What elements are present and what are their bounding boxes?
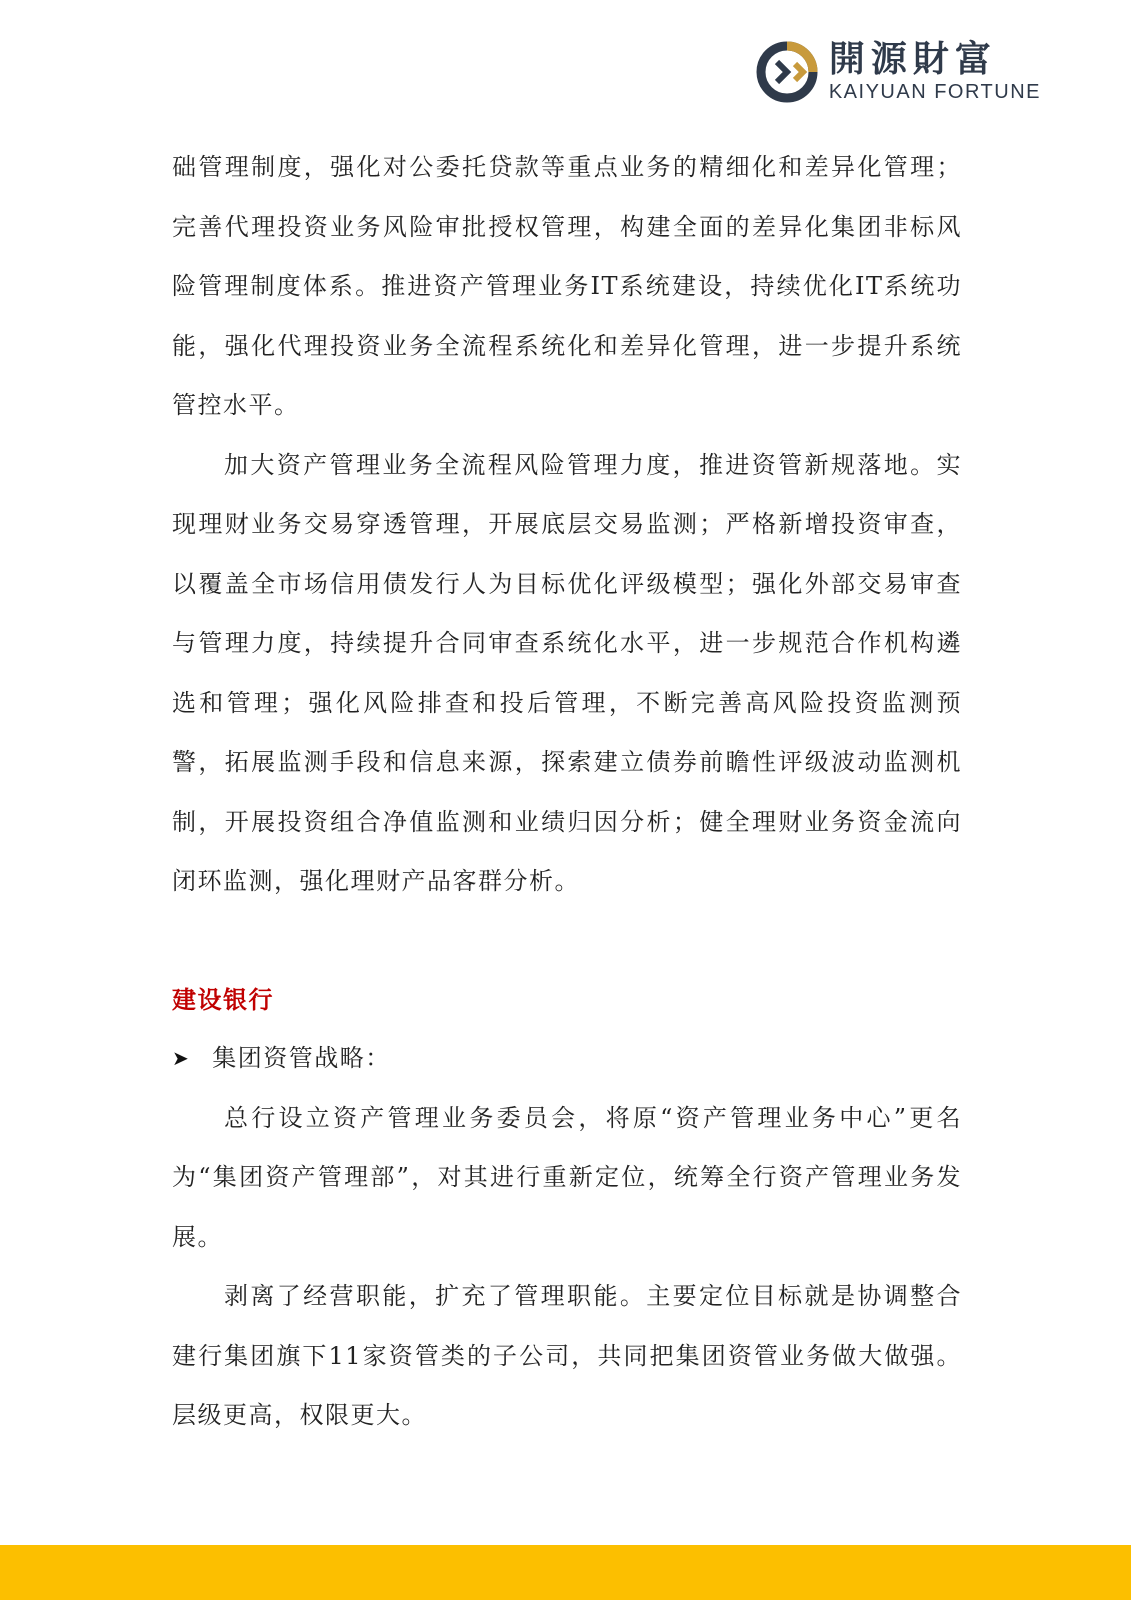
paragraph-risk-management: 加大资产管理业务全流程风险管理力度，推进资管新规落地。实现理财业务交易穿透管理，开展底层交易监测；严格新增投资审查，以覆盖全市场信用债发行人为目标优化评级模型；强化外部交易审查与管理力度，持续提升合同审查系统化水平，进一步规范合作机构遴选和管理；强化风险排查和投后管理，不断完善高风险投资监测预警，拓展监测手段和信息来源，探索建立债券前瞻性评级波动监测机制，开展投资组合净值监测和业绩归因分析；健全理财业务资金流向闭环监测，强化理财产品客群分析。 xyxy=(172,450,962,895)
kaiyuan-logo-icon xyxy=(755,40,819,104)
section-title: 建设银行 xyxy=(172,984,274,1014)
logo-english-name: KAIYUAN FORTUNE xyxy=(828,81,1041,103)
paragraph-functions: 剥离了经营职能，扩充了管理职能。主要定位目标就是协调整合建行集团旗下11家资管类的子公司，共同把集团资管业务做大做强。层级更高，权限更大。 xyxy=(172,1282,962,1429)
document-body xyxy=(172,138,962,1446)
bullet-item xyxy=(172,1029,962,1089)
paragraph-continuation: 础管理制度，强化对公委托贷款等重点业务的精细化和差异化管理；完善代理投资业务风险审批授权管理，构建全面的差异化集团非标风险管理制度体系。推进资产管理业务IT系统建设，持续优化IT系统功能，强化代理投资业务全流程系统化和差异化管理，进一步提升系统管控水平。 xyxy=(172,153,962,419)
arrow-bullet-icon: ➤ xyxy=(172,1046,191,1070)
paragraph-committee: 总行设立资产管理业务委员会，将原“资产管理业务中心”更名为“集团资产管理部”，对其进行重新定位，统筹全行资产管理业务发展。 xyxy=(172,1103,962,1251)
footer-bar xyxy=(0,1545,1131,1600)
logo-text xyxy=(829,40,1041,104)
logo-chinese-name: 開源財富 xyxy=(828,39,997,80)
section-spacer xyxy=(172,912,962,970)
bullet-label: 集团资管战略： xyxy=(212,1044,391,1072)
header-logo xyxy=(755,40,1041,104)
